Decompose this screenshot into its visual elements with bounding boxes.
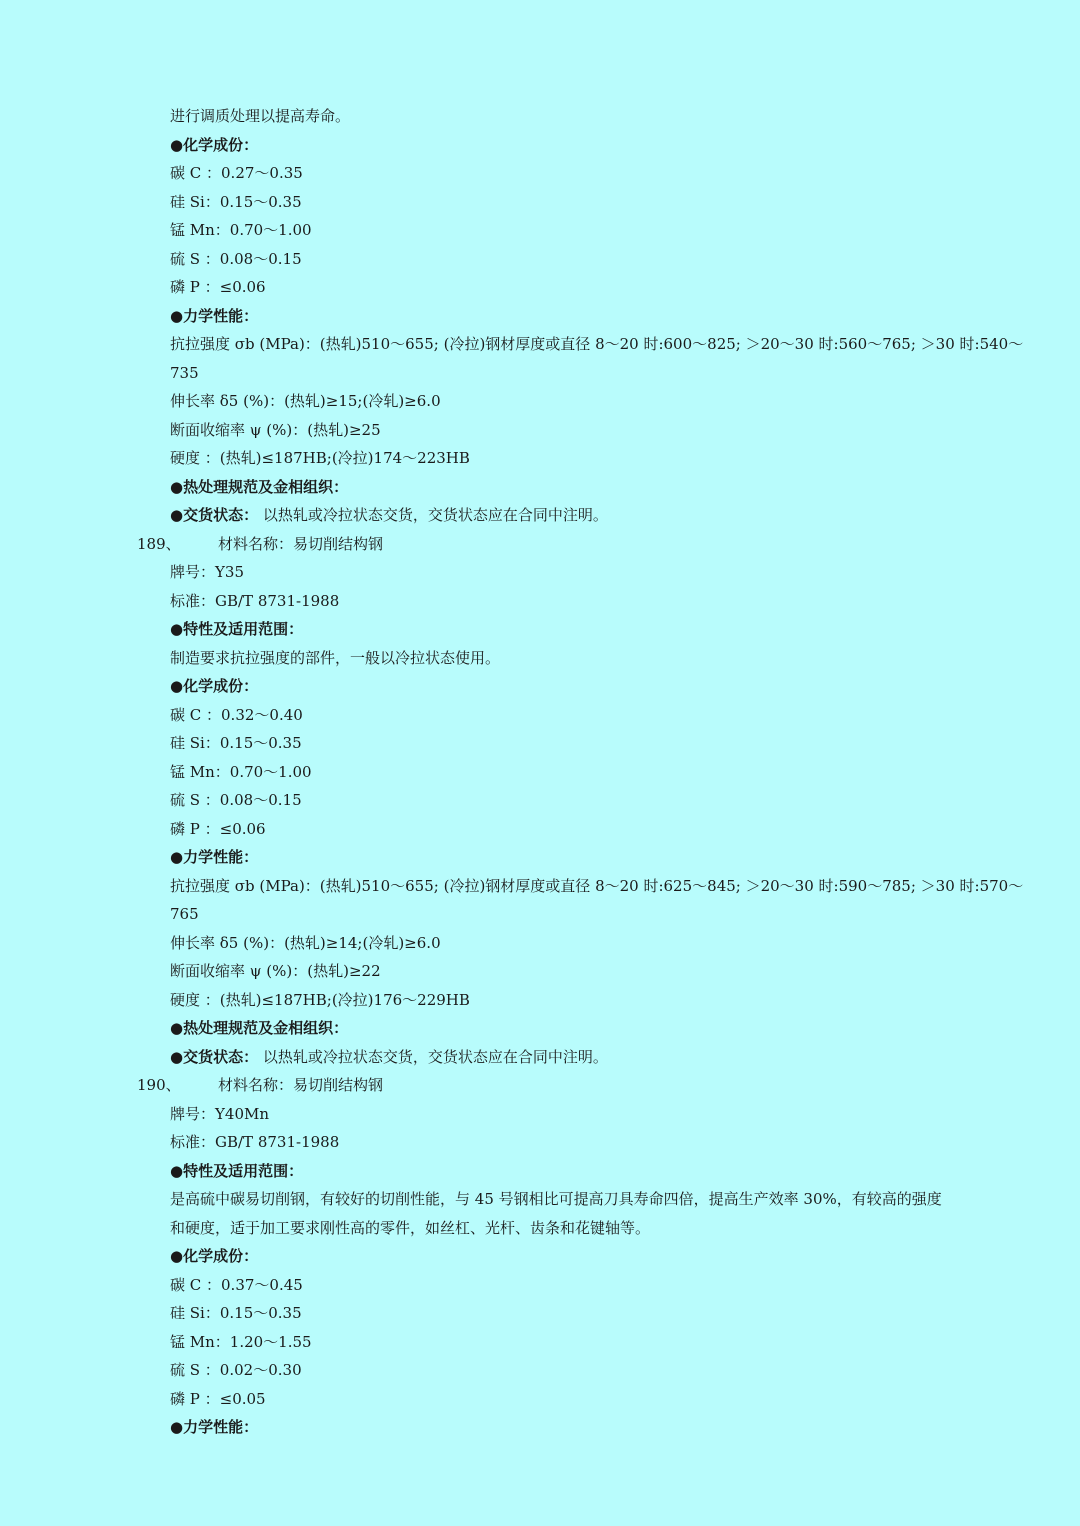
hardness-189: 硬度 ：(热轧)≤187HB;(冷拉)176～229HB: [170, 990, 470, 1009]
tensile-line2-188: 735: [170, 363, 199, 382]
chem-carbon-189: 碳 C ：0.32～0.40: [170, 705, 303, 724]
prop-heading-189: ●特性及适用范围：: [170, 620, 304, 638]
grade-189: 牌号：Y35: [170, 563, 244, 581]
grade-190: 牌号：Y40Mn: [170, 1104, 270, 1123]
hardness-188: 硬度 ：(热轧)≤187HB;(冷拉)174～223HB: [170, 449, 470, 467]
delivery-label-189: ●交货状态：: [170, 1047, 259, 1066]
chem-phosphorus-188: 磷 P ：≤0.06: [170, 278, 266, 296]
entry-number-189: 189、: [137, 534, 181, 553]
delivery-label-188: ●交货状态：: [170, 506, 259, 524]
heat-heading-188: ●热处理规范及金相组织：: [170, 477, 349, 496]
chem-manganese-190: 锰 Mn：1.20～1.55: [170, 1332, 312, 1351]
mech-heading-190: ●力学性能：: [170, 1418, 259, 1436]
heat-heading-189: ●热处理规范及金相组织：: [170, 1019, 349, 1037]
elongation-188: 伸长率 δ5 (%)：(热轧)≥15;(冷轧)≥6.0: [170, 392, 441, 410]
tensile-line2-189: 765: [170, 905, 199, 923]
chem-silicon-188: 硅 Si：0.15～0.35: [170, 192, 302, 211]
reduction-188: 断面收缩率 ψ (%)：(热轧)≥25: [170, 420, 381, 439]
prop-heading-190: ●特性及适用范围：: [170, 1161, 304, 1180]
material-name-189: 材料名称：易切削结构钢: [218, 534, 384, 553]
chem-phosphorus-190: 磷 P ：≤0.05: [170, 1389, 266, 1408]
mech-heading-189: ●力学性能：: [170, 848, 259, 866]
prop-text-line2-190: 和硬度，适于加工要求刚性高的零件，如丝杠、光杆、齿条和花键轴等。: [170, 1218, 651, 1237]
chem-heading-188: ●化学成份：: [170, 135, 259, 154]
chem-carbon-190: 碳 C ：0.37～0.45: [170, 1275, 303, 1294]
tensile-line1-188: 抗拉强度 σb (MPa)：(热轧)510～655; (冷拉)钢材厚度或直径 8～20 时:600～825; ＞20～30 时:560～765; ＞30 时:540～: [170, 335, 1024, 353]
reduction-189: 断面收缩率 ψ (%)：(热轧)≥22: [170, 962, 381, 980]
chem-sulfur-188: 硫 S ：0.08～0.15: [170, 249, 302, 268]
chem-silicon-189: 硅 Si：0.15～0.35: [170, 734, 302, 752]
chem-manganese-188: 锰 Mn：0.70～1.00: [170, 221, 312, 239]
standard-190: 标准：GB/T 8731-1988: [170, 1133, 340, 1151]
prop-text-189: 制造要求抗拉强度的部件，一般以冷拉状态使用。: [170, 648, 501, 667]
entry-header-189: [0, 530, 1080, 559]
delivery-text-189: 以热轧或冷拉状态交货，交货状态应在合同中注明。: [262, 1047, 608, 1066]
elongation-189: 伸长率 δ5 (%)：(热轧)≥14;(冷轧)≥6.0: [170, 933, 441, 952]
entry-header-190: [0, 1071, 1080, 1100]
chem-sulfur-190: 硫 S ：0.02～0.30: [170, 1361, 302, 1379]
chem-heading-189: ●化学成份：: [170, 677, 259, 695]
chem-phosphorus-189: 磷 P ：≤0.06: [170, 819, 266, 838]
material-name-190: 材料名称：易切削结构钢: [218, 1076, 384, 1094]
chem-manganese-189: 锰 Mn：0.70～1.00: [170, 762, 312, 781]
chem-carbon-188: 碳 C ：0.27～0.35: [170, 164, 303, 182]
document-page: [0, 102, 1080, 1442]
chem-heading-190: ●化学成份：: [170, 1247, 259, 1265]
delivery-text-188: 以热轧或冷拉状态交货，交货状态应在合同中注明。: [262, 506, 608, 524]
delivery-188: [0, 501, 1080, 530]
mech-heading-188: ●力学性能：: [170, 306, 259, 325]
prop-text-line1-190: 是高硫中碳易切削钢，有较好的切削性能，与 45 号钢相比可提高刀具寿命四倍，提高生产效率 30%，有较高的强度: [170, 1190, 942, 1208]
delivery-189: [0, 1043, 1080, 1072]
tensile-line1-189: 抗拉强度 σb (MPa)：(热轧)510～655; (冷拉)钢材厚度或直径 8～20 时:625～845; ＞20～30 时:590～785; ＞30 时:570～: [170, 876, 1024, 895]
entry-number-190: 190、: [137, 1076, 181, 1094]
chem-sulfur-189: 硫 S ：0.08～0.15: [170, 791, 302, 809]
standard-189: 标准：GB/T 8731-1988: [170, 591, 340, 610]
intro-text: 进行调质处理以提高寿命。: [170, 107, 351, 125]
chem-silicon-190: 硅 Si：0.15～0.35: [170, 1304, 302, 1322]
